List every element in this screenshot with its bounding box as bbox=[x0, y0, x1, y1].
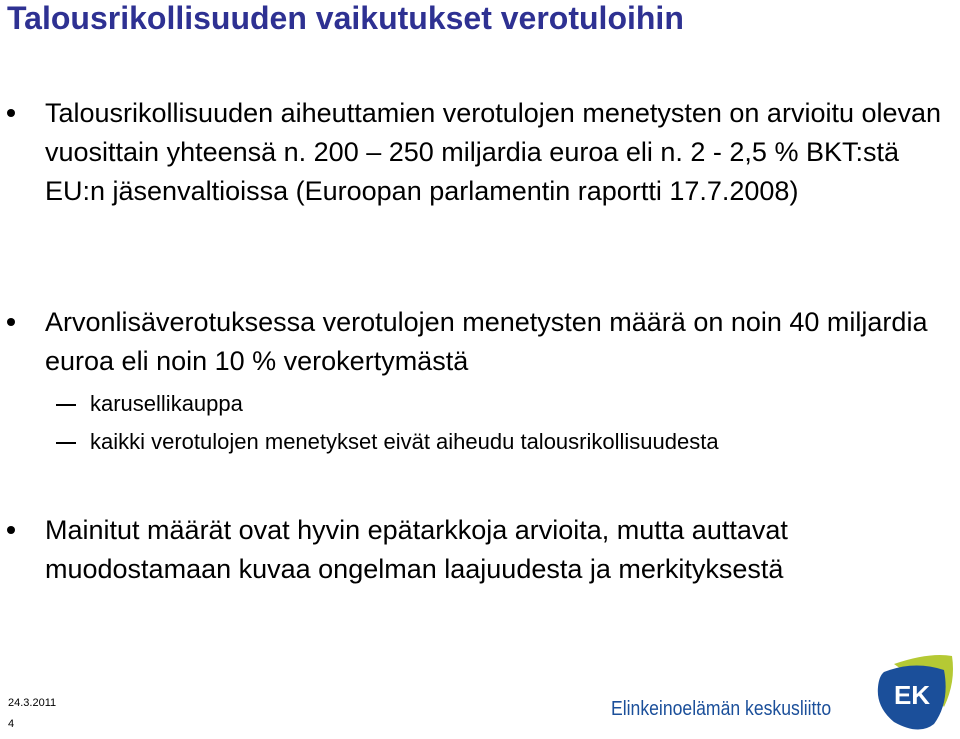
dash-icon bbox=[56, 404, 76, 406]
dash-icon bbox=[56, 442, 76, 444]
sub-bullet-1: karusellikauppa bbox=[90, 389, 243, 419]
bullet-icon bbox=[7, 526, 15, 534]
bullet-icon bbox=[7, 318, 15, 326]
sub-bullet-2: kaikki verotulojen menetykset eivät aiheudu talousrikollisuudesta bbox=[90, 427, 719, 457]
svg-text:EK: EK bbox=[893, 680, 931, 710]
footer-date: 24.3.2011 bbox=[8, 697, 57, 709]
logo-text: Elinkeinoelämän keskusliitto bbox=[611, 698, 832, 720]
bullet-3: Mainitut määrät ovat hyvin epätarkkoja arvioita, mutta auttavat muodostamaan kuvaa ongelman laajuudesta ja merkityksestä bbox=[45, 511, 960, 589]
page-number: 4 bbox=[8, 718, 15, 730]
bullet-icon bbox=[7, 109, 15, 117]
bullet-2: Arvonlisäverotuksessa verotulojen menetysten määrä on noin 40 miljardia euroa eli noin 10 % verokertymästä bbox=[45, 303, 960, 381]
bullet-1: Talousrikollisuuden aiheuttamien verotulojen menetysten on arvioitu olevan vuosittain yhteensä n. 200 – 250 miljardia euroa eli n. 2 - 2,5 % BKT:stä EU:n jäsenvaltioissa (Euroopan parlamentin raportti 17.7.2008) bbox=[45, 94, 960, 211]
slide-title: Talousrikollisuuden vaikutukset verotuloihin bbox=[7, 0, 684, 36]
ek-logo-icon bbox=[874, 652, 956, 734]
